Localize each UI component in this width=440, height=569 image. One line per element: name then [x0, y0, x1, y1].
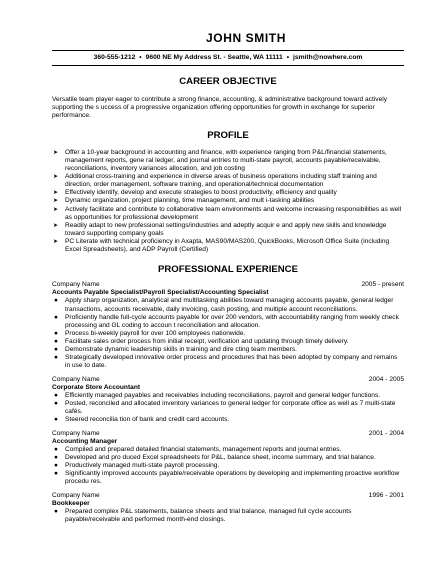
- job-duties: [52, 297, 404, 369]
- profile-item-text: PC Literate with technical proficiency in Axapta, MAS90/MAS200, QuickBooks, Microsoft Office Suite (including Excel Spreadsheets), and ADP Payroll (Certified): [65, 237, 390, 253]
- duty-text: Strategically developed innovative order process and procedures that has been adopted by company and remains in use to date.: [65, 353, 398, 369]
- duty-item: [52, 454, 404, 462]
- job-title: Accounting Manager: [52, 437, 118, 445]
- arrow-bullet-icon: ➤: [53, 189, 59, 197]
- profile-item: [52, 206, 404, 222]
- profile-item-text: Additional cross-training and experience in diverse areas of business operations including staff training and direction, order management, software training, and operational/technical documentation: [65, 173, 377, 189]
- experience-heading: PROFESSIONAL EXPERIENCE: [157, 263, 299, 275]
- candidate-name: JOHN SMITH: [205, 31, 286, 45]
- duty-item: [52, 470, 404, 486]
- separator: •: [139, 53, 142, 61]
- job-duties: [52, 392, 404, 424]
- duty-text: Prepared complex P&L statements, balance sheets and trial balance, managed full cycle accounts payable/receivable and performed month-end closings.: [65, 508, 352, 524]
- arrow-bullet-icon: ➤: [53, 173, 59, 181]
- company-name: Company Name: [52, 375, 100, 383]
- profile-item: [52, 173, 404, 189]
- job-header: [52, 430, 404, 438]
- job-dates: 2004 - 2005: [368, 375, 404, 383]
- duty-item: [52, 416, 404, 424]
- duty-text: Efficiently managed payables and receivables including reconciliations, payroll and general ledger functions.: [65, 391, 381, 399]
- job-title: Corporate Store Accountant: [52, 383, 141, 391]
- dot-bullet-icon: ●: [54, 391, 58, 399]
- dot-bullet-icon: ●: [54, 337, 58, 345]
- job-entry: [52, 430, 404, 486]
- job-entry: [52, 376, 404, 424]
- dot-bullet-icon: ●: [54, 353, 58, 361]
- email: jsmith@nowhere.com: [293, 53, 363, 61]
- phone: 360-555-1212: [93, 53, 136, 61]
- duty-text: Significantly improved accounts payable/receivable operations by developing and implementing proactive workflow procedu res.: [65, 470, 400, 486]
- dot-bullet-icon: ●: [54, 329, 58, 337]
- company-name: Company Name: [52, 281, 100, 289]
- job-dates: 1996 - 2001: [368, 492, 404, 500]
- duty-text: Proficiently handle full-cycle accounts payable for over 200 vendors, with accountability ranging from weekly check processing and GL coding to accoun t reconciliation and allocation.: [65, 313, 399, 329]
- duty-item: [52, 462, 404, 470]
- duty-item: [52, 346, 404, 354]
- job-title: Bookkeeper: [52, 500, 90, 508]
- job-dates: 2005 - present: [361, 281, 404, 289]
- duty-item: [52, 338, 404, 346]
- dot-bullet-icon: ●: [54, 415, 58, 423]
- profile-list: [52, 149, 404, 253]
- profile-item-text: Actively facilitate and contribute to collaborative team environments and welcome increasing responsibilities as well as opportunities for professional development: [65, 205, 402, 221]
- duty-item: [52, 354, 404, 370]
- dot-bullet-icon: ●: [54, 399, 58, 407]
- duty-text: Process bi-weekly payroll for over 100 employees nationwide.: [65, 329, 246, 337]
- dot-bullet-icon: ●: [54, 454, 58, 462]
- job-duties: [52, 446, 404, 486]
- experience-list: [52, 281, 440, 524]
- duty-text: Productively managed multi-state payroll processing.: [65, 462, 220, 470]
- company-name: Company Name: [52, 429, 100, 437]
- duty-text: Developed and pro duced Excel spreadsheets for P&L, balance sheet, income summary, and trial balance.: [65, 454, 376, 462]
- job-header: [52, 281, 404, 289]
- duty-item: [52, 446, 404, 454]
- job-entry: [52, 281, 404, 369]
- job-header: [52, 376, 404, 384]
- duty-item: [52, 508, 404, 524]
- job-dates: 2001 - 2004: [368, 429, 404, 437]
- duty-text: Posted, reconciled and allocated inventory variances to general ledger for corporate office as well as 7 multi-state cafés.: [65, 399, 396, 415]
- arrow-bullet-icon: ➤: [53, 221, 59, 229]
- profile-item: [52, 238, 404, 254]
- job-header: [52, 492, 404, 500]
- job-entry: [52, 492, 404, 524]
- job-duties: [52, 508, 404, 524]
- profile-item: [52, 197, 404, 205]
- dot-bullet-icon: ●: [54, 313, 58, 321]
- duty-item: [52, 392, 404, 400]
- duty-item: [52, 297, 404, 313]
- duty-text: Facilitate sales order process from initial receipt, verification and updating through timely delivery.: [65, 337, 349, 345]
- objective-text: Versatile team player eager to contribute a strong finance, accounting, & administrative background toward actively supporting the s uccess of a progressive organization offering opportunities for growth in exchange for superior performance.: [52, 95, 387, 119]
- dot-bullet-icon: ●: [54, 297, 58, 305]
- duty-item: [52, 314, 404, 330]
- profile-item-text: Readily adapt to new professional settings/industries and adeptly acquir e and apply new skills and knowledge toward supporting company goals: [65, 221, 387, 237]
- objective-heading: CAREER OBJECTIVE: [179, 75, 277, 87]
- dot-bullet-icon: ●: [54, 462, 58, 470]
- duty-text: Demonstrate dynamic leadership skills in training and dire cting team members.: [65, 345, 297, 353]
- arrow-bullet-icon: ➤: [53, 197, 59, 205]
- profile-item-text: Dynamic organization, project planning, time management, and mult i-tasking abilities: [65, 197, 315, 205]
- separator: •: [286, 53, 290, 61]
- profile-item: [52, 189, 404, 197]
- dot-bullet-icon: ●: [54, 470, 58, 478]
- duty-text: Compiled and prepared detailed financial statements, management reports and journal entries.: [65, 446, 342, 453]
- dot-bullet-icon: ●: [54, 508, 58, 516]
- address: 9600 NE My Address St. - Seattle, WA 11111: [145, 53, 283, 61]
- job-title: Accounts Payable Specialist/Payroll Specialist/Accounting Specialist: [52, 289, 269, 297]
- profile-heading: PROFILE: [207, 129, 249, 141]
- duty-text: Steered reconcilia tion of bank and credit card accounts.: [65, 415, 230, 423]
- profile-item-text: Effectively identify, develop and execute strategies to boost productivity, efficiency and quality: [65, 189, 337, 197]
- dot-bullet-icon: ●: [54, 345, 58, 353]
- arrow-bullet-icon: ➤: [53, 149, 59, 157]
- duty-item: [52, 400, 404, 416]
- contact-line: [52, 50, 404, 66]
- profile-item: [52, 149, 404, 173]
- dot-bullet-icon: ●: [54, 446, 58, 453]
- profile-item-text: Offer a 10-year background in accounting and finance, with experience ranging from P&L/financial statements, management reports, gene ral ledger, and journal entries to multi-state payroll, accounts payable/receivable, reconciliations, inventory variances allocation, and job costing: [65, 149, 387, 173]
- profile-item: [52, 222, 404, 238]
- duty-text: Apply sharp organization, analytical and multitasking abilities toward managing accounts payable, general ledger transactions, accounts receivable, daily invoicing, cash posting, and multiple account reconciliations.: [65, 297, 394, 313]
- arrow-bullet-icon: ➤: [53, 205, 59, 213]
- duty-item: [52, 330, 404, 338]
- arrow-bullet-icon: ➤: [53, 237, 59, 245]
- company-name: Company Name: [52, 492, 100, 500]
